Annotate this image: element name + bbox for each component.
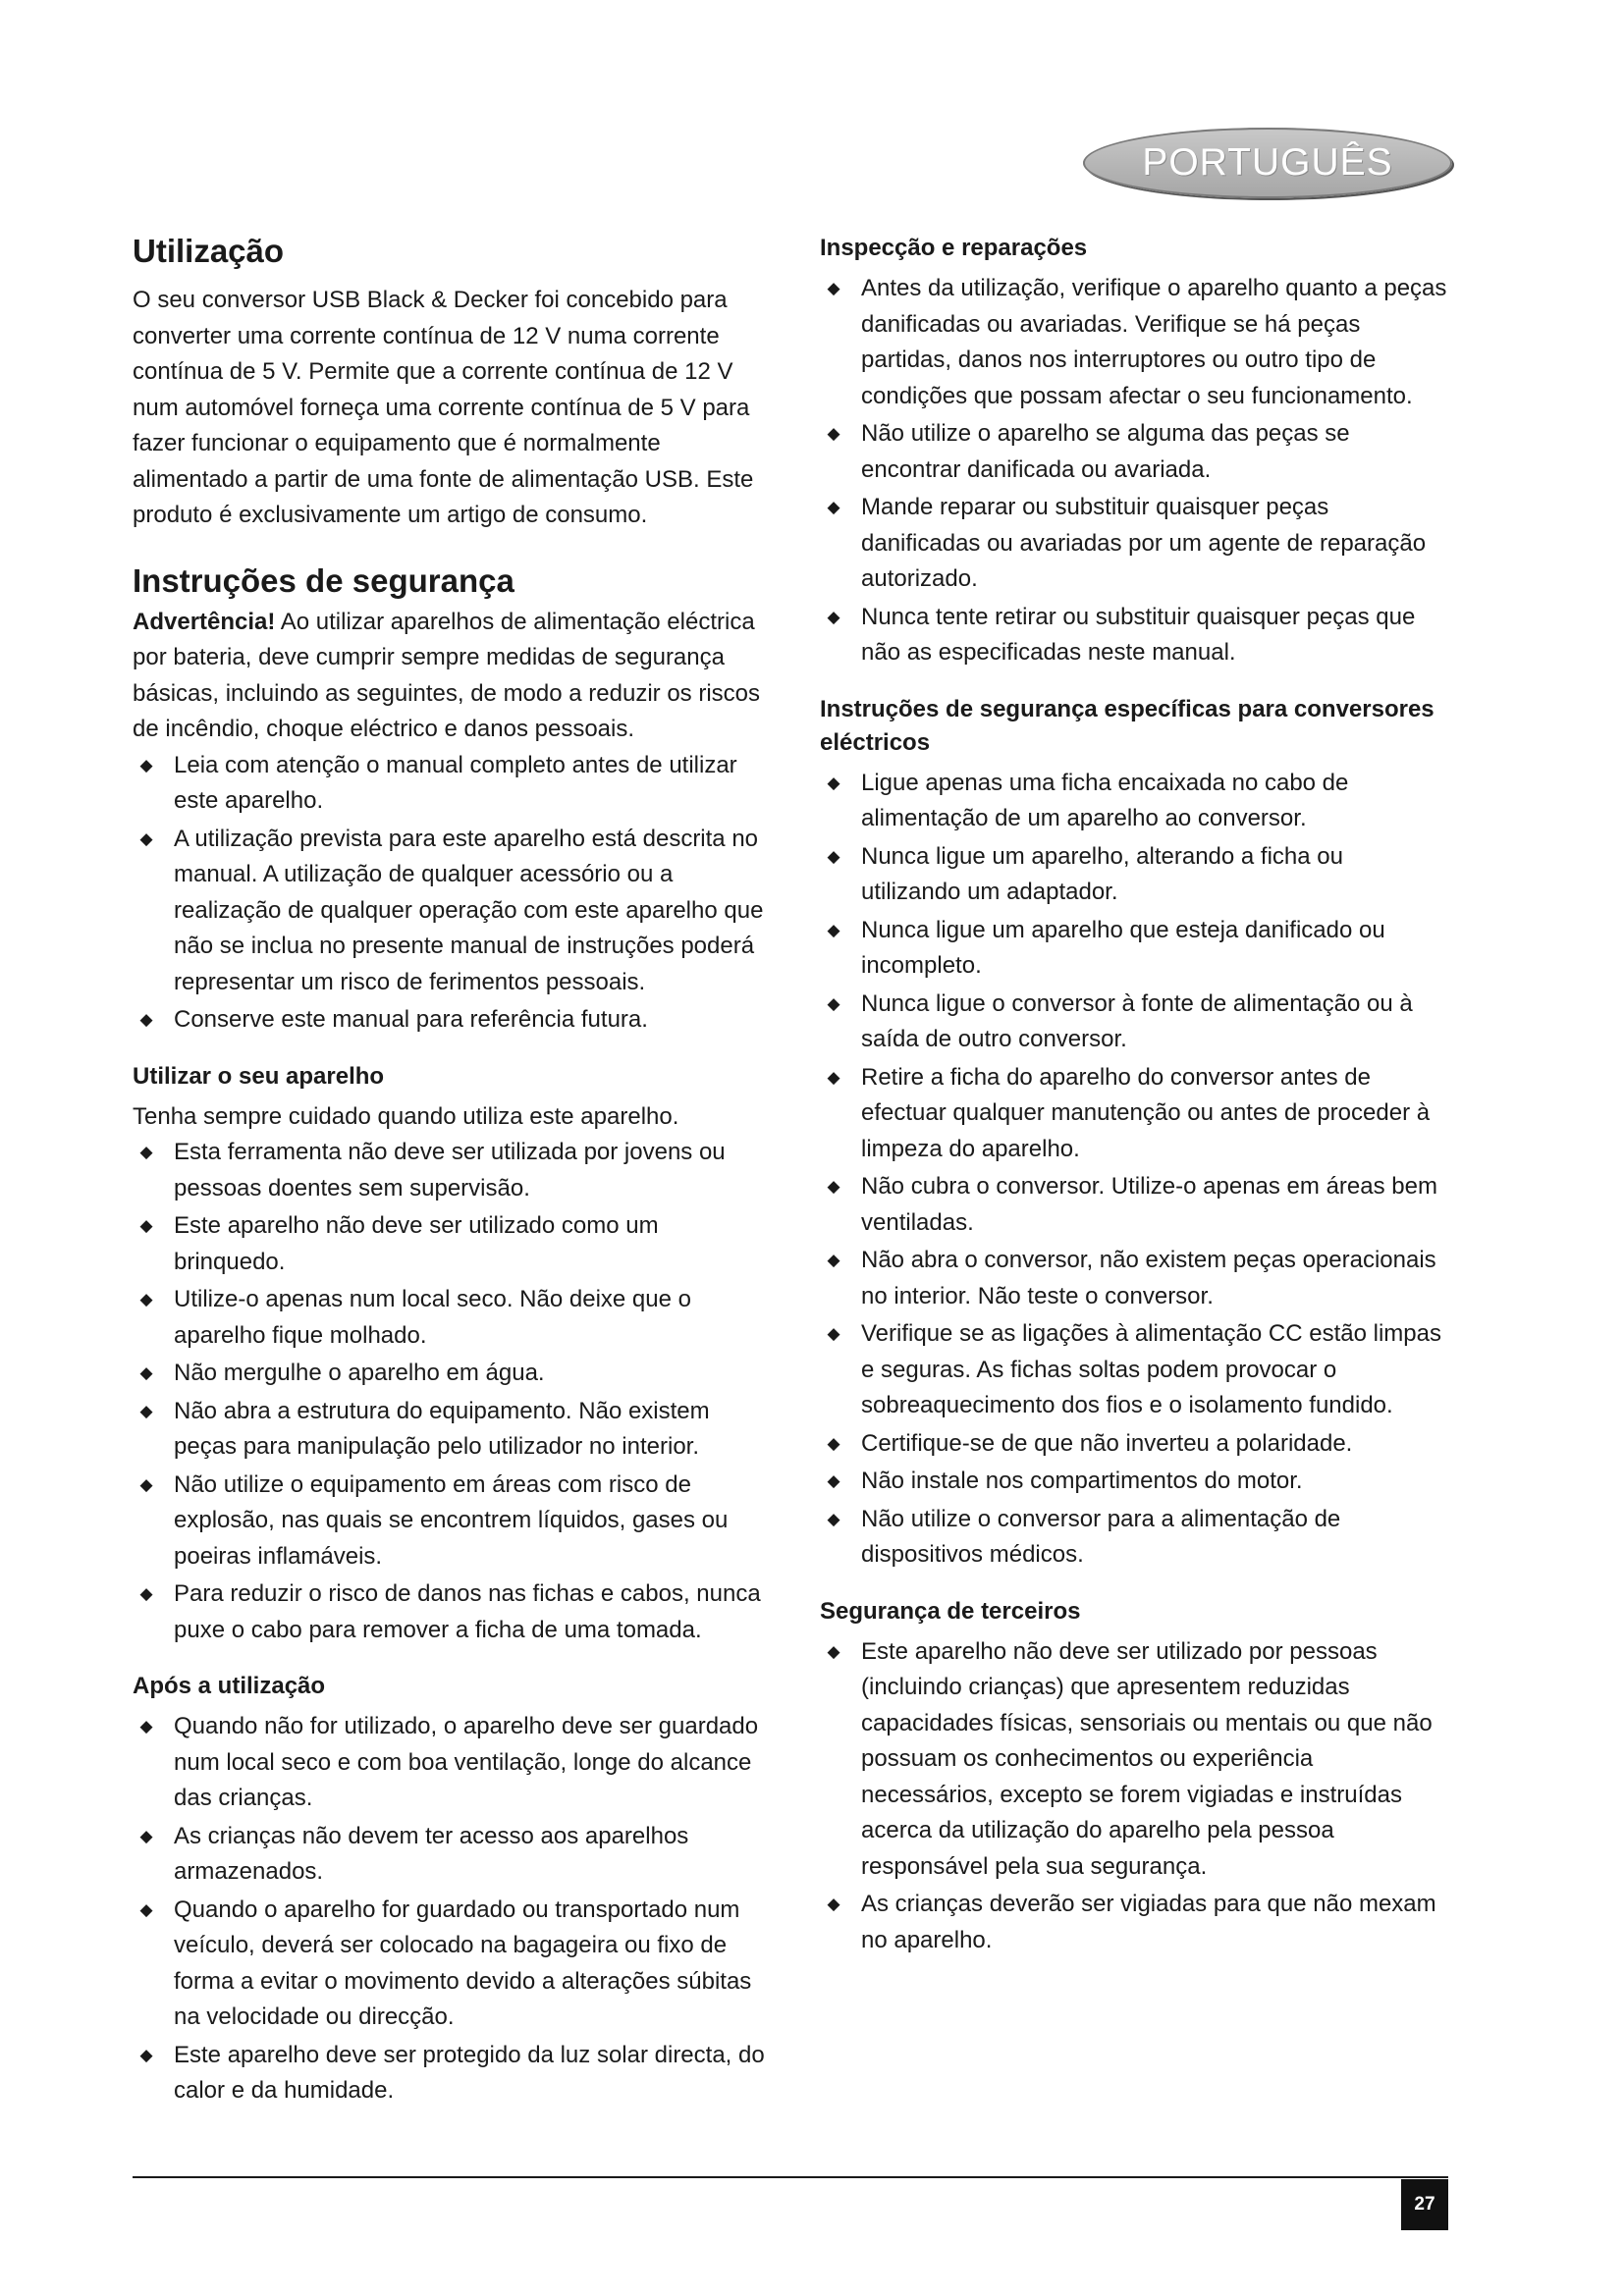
list-item: ◆ Utilize-o apenas num local seco. Não deixe que o aparelho fique molhado. (133, 1282, 766, 1354)
list-item: ◆ Este aparelho não deve ser utilizado como um brinquedo. (133, 1208, 766, 1280)
list-item: ◆ Não abra a estrutura do equipamento. Não existem peças para manipulação pelo utilizador no interior. (133, 1394, 766, 1466)
list-item: ◆ Ligue apenas uma ficha encaixada no cabo de alimentação de um aparelho ao conversor. (820, 766, 1448, 837)
diamond-bullet-icon: ◆ (827, 498, 840, 516)
section-title-terceiros: Segurança de terceiros (820, 1597, 1081, 1625)
list-item: ◆ Não cubra o conversor. Utilize-o apenas em áreas bem ventiladas. (820, 1169, 1448, 1241)
list-item: ◆ Não instale nos compartimentos do motor. (820, 1464, 1448, 1500)
diamond-bullet-icon: ◆ (139, 1584, 153, 1603)
diamond-bullet-icon: ◆ (827, 1324, 840, 1343)
diamond-bullet-icon: ◆ (827, 1433, 840, 1453)
diamond-bullet-icon: ◆ (827, 846, 840, 866)
diamond-bullet-icon: ◆ (139, 1363, 153, 1382)
section-title-utilizar: Utilizar o seu aparelho (133, 1062, 385, 1090)
diamond-bullet-icon: ◆ (139, 1010, 153, 1029)
list-item: ◆ Nunca ligue um aparelho que esteja danificado ou incompleto. (820, 913, 1448, 985)
diamond-bullet-icon: ◆ (827, 607, 840, 626)
page-number: 27 (1401, 2179, 1448, 2230)
diamond-bullet-icon: ◆ (139, 1401, 153, 1420)
list-item: ◆ Não mergulhe o aparelho em água. (133, 1356, 766, 1392)
list-item: ◆ Nunca ligue o conversor à fonte de alimentação ou à saída de outro conversor. (820, 987, 1448, 1058)
diamond-bullet-icon: ◆ (139, 1717, 153, 1735)
list-item: ◆ Nunca tente retirar ou substituir quaisquer peças que não as especificadas neste manual. (820, 600, 1448, 671)
list-item: ◆ Quando o aparelho for guardado ou transportado num veículo, deverá ser colocado na bagageira ou fixo de forma a evitar o movimento devido a alterações súbitas na velocidade ou direcção. (133, 1893, 766, 2036)
list-item: ◆ Nunca ligue um aparelho, alterando a ficha ou utilizando um adaptador. (820, 839, 1448, 911)
warning-paragraph (133, 605, 766, 748)
list-item: ◆ As crianças não devem ter acesso aos aparelhos armazenados. (133, 1819, 766, 1891)
list-item: ◆ A utilização prevista para este aparelho está descrita no manual. A utilização de qualquer acessório ou a realização de qualquer operação com este aparelho que não se inclua no presente manual de instruções poderá representar um risco de ferimentos pessoais. (133, 822, 766, 1001)
list-item: ◆ Não utilize o aparelho se alguma das peças se encontrar danificada ou avariada. (820, 416, 1448, 488)
diamond-bullet-icon: ◆ (139, 1216, 153, 1235)
footer-rule (133, 2176, 1448, 2178)
warning-text: Ao utilizar aparelhos de alimentação eléctrica por bateria, deve cumprir sempre medidas de segurança básicas, incluindo as seguintes, de modo a reduzir os riscos de incêndio, choque eléctrico e danos pessoais. (133, 608, 760, 742)
warning-label: Advertência! (133, 608, 276, 635)
right-column (820, 232, 1448, 1960)
list-item: ◆ Para reduzir o risco de danos nas fichas e cabos, nunca puxe o cabo para remover a ficha de uma tomada. (133, 1576, 766, 1648)
list-item: ◆ Este aparelho não deve ser utilizado por pessoas (incluindo crianças) que apresentem reduzidas capacidades físicas, sensoriais ou mentais ou que não possuam os conhecimentos ou experiência necessários, excepto se forem vigiadas e instruídas acerca da utilização do aparelho pela pessoa responsável pela sua segurança. (820, 1634, 1448, 1886)
inspeccao-list (820, 271, 1448, 671)
list-item: ◆ Verifique se as ligações à alimentação CC estão limpas e seguras. As fichas soltas podem provocar o sobreaquecimento dos fios e o isolamento fundido. (820, 1316, 1448, 1424)
section-title-especificas: Instruções de segurança específicas para conversores eléctricos (820, 695, 1435, 756)
diamond-bullet-icon: ◆ (827, 279, 840, 297)
list-item: ◆ Esta ferramenta não deve ser utilizada por jovens ou pessoas doentes sem supervisão. (133, 1135, 766, 1206)
section-title-utilizacao: Utilização (133, 233, 285, 269)
list-item: ◆ Conserve este manual para referência futura. (133, 1002, 766, 1039)
list-item: ◆ As crianças deverão ser vigiadas para que não mexam no aparelho. (820, 1887, 1448, 1958)
diamond-bullet-icon: ◆ (827, 1509, 840, 1528)
diamond-bullet-icon: ◆ (139, 1474, 153, 1494)
especificas-list (820, 766, 1448, 1574)
terceiros-list (820, 1634, 1448, 1959)
utilizar-list (133, 1135, 766, 1648)
list-item: ◆ Leia com atenção o manual completo antes de utilizar este aparelho. (133, 748, 766, 820)
diamond-bullet-icon: ◆ (827, 1177, 840, 1196)
diamond-bullet-icon: ◆ (139, 1826, 153, 1845)
diamond-bullet-icon: ◆ (139, 1899, 153, 1919)
apos-list (133, 1709, 766, 2109)
list-item: ◆ Não utilize o conversor para a alimentação de dispositivos médicos. (820, 1502, 1448, 1574)
left-column (133, 232, 766, 2111)
language-badge: PORTUGUÊS (1083, 128, 1452, 198)
diamond-bullet-icon: ◆ (827, 920, 840, 939)
utilizacao-paragraph: O seu conversor USB Black & Decker foi concebido para converter uma corrente contínua de 12 V numa corrente contínua de 5 V. Permite que a corrente contínua de 12 V num automóvel forneça uma corrente contínua de 5 V para fazer funcionar o equipamento que é normalmente alimentado a partir de uma fonte de alimentação USB. Este produto é exclusivamente um artigo de consumo. (133, 287, 754, 528)
diamond-bullet-icon: ◆ (139, 1290, 153, 1308)
diamond-bullet-icon: ◆ (827, 1067, 840, 1087)
section-title-apos: Após a utilização (133, 1673, 326, 1699)
diamond-bullet-icon: ◆ (139, 2045, 153, 2064)
section-title-inspeccao: Inspecção e reparações (820, 235, 1088, 261)
diamond-bullet-icon: ◆ (827, 993, 840, 1013)
diamond-bullet-icon: ◆ (139, 755, 153, 774)
list-item: ◆ Este aparelho deve ser protegido da luz solar directa, do calor e da humidade. (133, 2038, 766, 2109)
diamond-bullet-icon: ◆ (139, 828, 153, 848)
diamond-bullet-icon: ◆ (827, 424, 840, 443)
diamond-bullet-icon: ◆ (827, 1641, 840, 1661)
list-item: ◆ Retire a ficha do aparelho do conversor antes de efectuar qualquer manutenção ou antes de proceder à limpeza do aparelho. (820, 1060, 1448, 1168)
diamond-bullet-icon: ◆ (827, 773, 840, 792)
diamond-bullet-icon: ◆ (827, 1895, 840, 1913)
diamond-bullet-icon: ◆ (827, 1471, 840, 1490)
list-item: ◆ Não abra o conversor, não existem peças operacionais no interior. Não teste o conversor. (820, 1243, 1448, 1314)
list-item: ◆ Quando não for utilizado, o aparelho deve ser guardado num local seco e com boa ventilação, longe do alcance das crianças. (133, 1709, 766, 1817)
utilizar-intro: Tenha sempre cuidado quando utiliza este aparelho. (133, 1102, 679, 1130)
list-item: ◆ Mande reparar ou substituir quaisquer peças danificadas ou avariadas por um agente de reparação autorizado. (820, 490, 1448, 598)
list-item: ◆ Não utilize o equipamento em áreas com risco de explosão, nas quais se encontrem líquidos, gases ou poeiras inflamáveis. (133, 1468, 766, 1575)
section-title-seguranca: Instruções de segurança (133, 561, 514, 599)
diamond-bullet-icon: ◆ (139, 1143, 153, 1161)
diamond-bullet-icon: ◆ (827, 1251, 840, 1269)
seguranca-list (133, 748, 766, 1039)
list-item: ◆ Certifique-se de que não inverteu a polaridade. (820, 1426, 1448, 1463)
list-item: ◆ Antes da utilização, verifique o aparelho quanto a peças danificadas ou avariadas. Verifique se há peças partidas, danos nos interruptores ou outro tipo de condições que possam afectar o seu funcionamento. (820, 271, 1448, 414)
